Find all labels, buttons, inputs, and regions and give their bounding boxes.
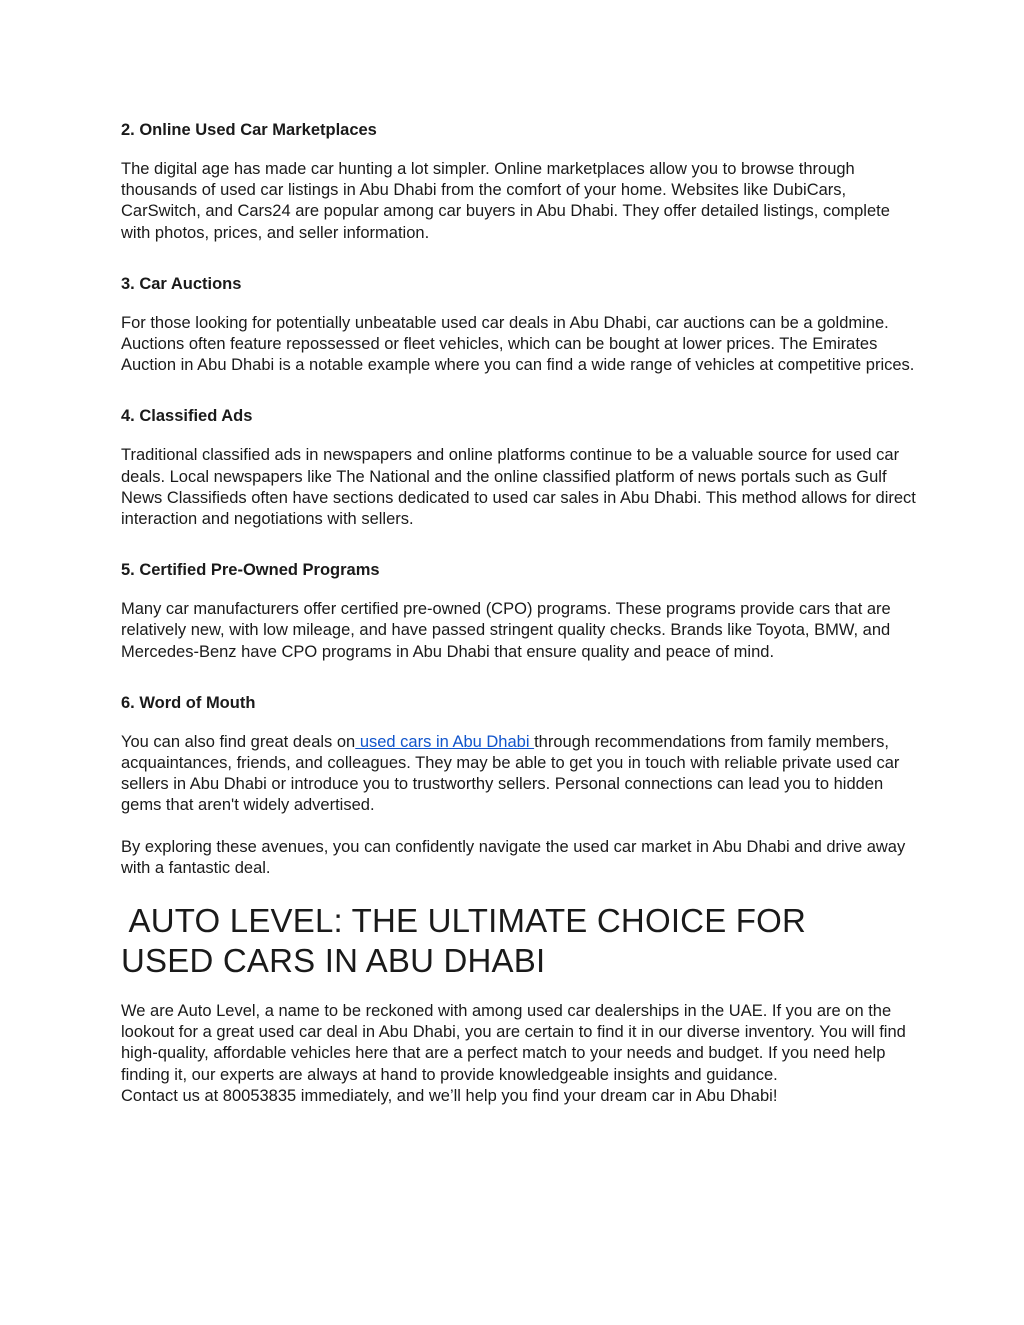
section-heading-cpo-programs: 5. Certified Pre-Owned Programs <box>121 561 380 580</box>
section-heading-classified-ads: 4. Classified Ads <box>121 407 253 426</box>
section-heading-online-marketplaces: 2. Online Used Car Marketplaces <box>121 121 377 139</box>
section-heading-car-auctions: 3. Car Auctions <box>121 274 242 293</box>
document-page <box>121 118 921 1107</box>
body-text: You can also find great deals on <box>121 732 356 751</box>
closing-paragraph: By exploring these avenues, you can confidently navigate the used car market in Abu Dhabi and drive away with a fantastic deal. <box>121 837 906 877</box>
section-body-online-marketplaces <box>121 159 921 244</box>
main-heading <box>121 901 921 981</box>
intro-paragraph: We are Auto Level, a name to be reckoned with among used car dealerships in the UAE. If you are on the lookout for a great used car deal in Abu Dhabi, you are certain to find it in our diverse inventory. You will find high-quality, affordable vehicles here that are a perfect match to your needs and budget. If you need help finding it, our experts are always at hand to provide knowledgeable insights and guidance. <box>121 1002 906 1084</box>
section-body-cpo-programs: Many car manufacturers offer certified pre-owned (CPO) programs. These programs provide cars that are relatively new, with low mileage, and have passed stringent quality checks. Brands like Toyota, BMW, and Mercedes-Benz have CPO programs in Abu Dhabi that ensure quality and peace of mind. <box>121 600 891 661</box>
section-body-classified-ads: Traditional classified ads in newspapers and online platforms continue to be a valuable source for used car deals. Local newspapers like The National and the online classified platform of news portals such as Gulf News Classifieds often have sections dedicated to used car sales in Abu Dhabi. This method allows for direct interaction and negotiations with sellers. <box>121 446 916 529</box>
section-heading-word-of-mouth: 6. Word of Mouth <box>121 693 256 712</box>
section-body-word-of-mouth <box>121 732 921 817</box>
body-text: , CarSwitch <box>121 181 847 221</box>
body-text: through recommendations from family members, acquaintances, friends, and colleagues. They may be able to get you in touch with reliable private used car sellers in Abu Dhabi or introduce you to trustworthy sellers. Personal connections can lead you to hidden gems that aren't widely advertised. <box>121 732 900 815</box>
contact-line: Contact us at 80053835 immediately, and we’ll help you find your dream car in Abu Dhabi! <box>121 1086 778 1105</box>
section-body-car-auctions: For those looking for potentially unbeatable used car deals in Abu Dhabi, car auctions can be a goldmine. Auctions often feature repossessed or fleet vehicles, which can be bought at lower prices. The Emirates Auction in Abu Dhabi is a notable example where you can find a wide range of vehicles at competitive prices. <box>121 313 915 375</box>
main-heading-line-1: AUTO LEVEL: THE ULTIMATE CHOICE FOR <box>121 902 807 940</box>
main-heading-line-2: USED CARS IN ABU DHABI <box>121 942 546 980</box>
body-text: The digital age has made car hunting a lot simpler. Online marketplaces allow you to browse through thousands of used car listings in Abu Dhabi from the comfort of your home. Websites like DubiCars <box>121 160 855 200</box>
body-text: , and Cars24 are popular among car buyers in Abu Dhabi. They offer detailed listings, complete with photos, prices, and seller information. <box>121 202 890 242</box>
used-cars-abu-dhabi-link[interactable]: used cars in Abu Dhabi <box>355 732 535 751</box>
